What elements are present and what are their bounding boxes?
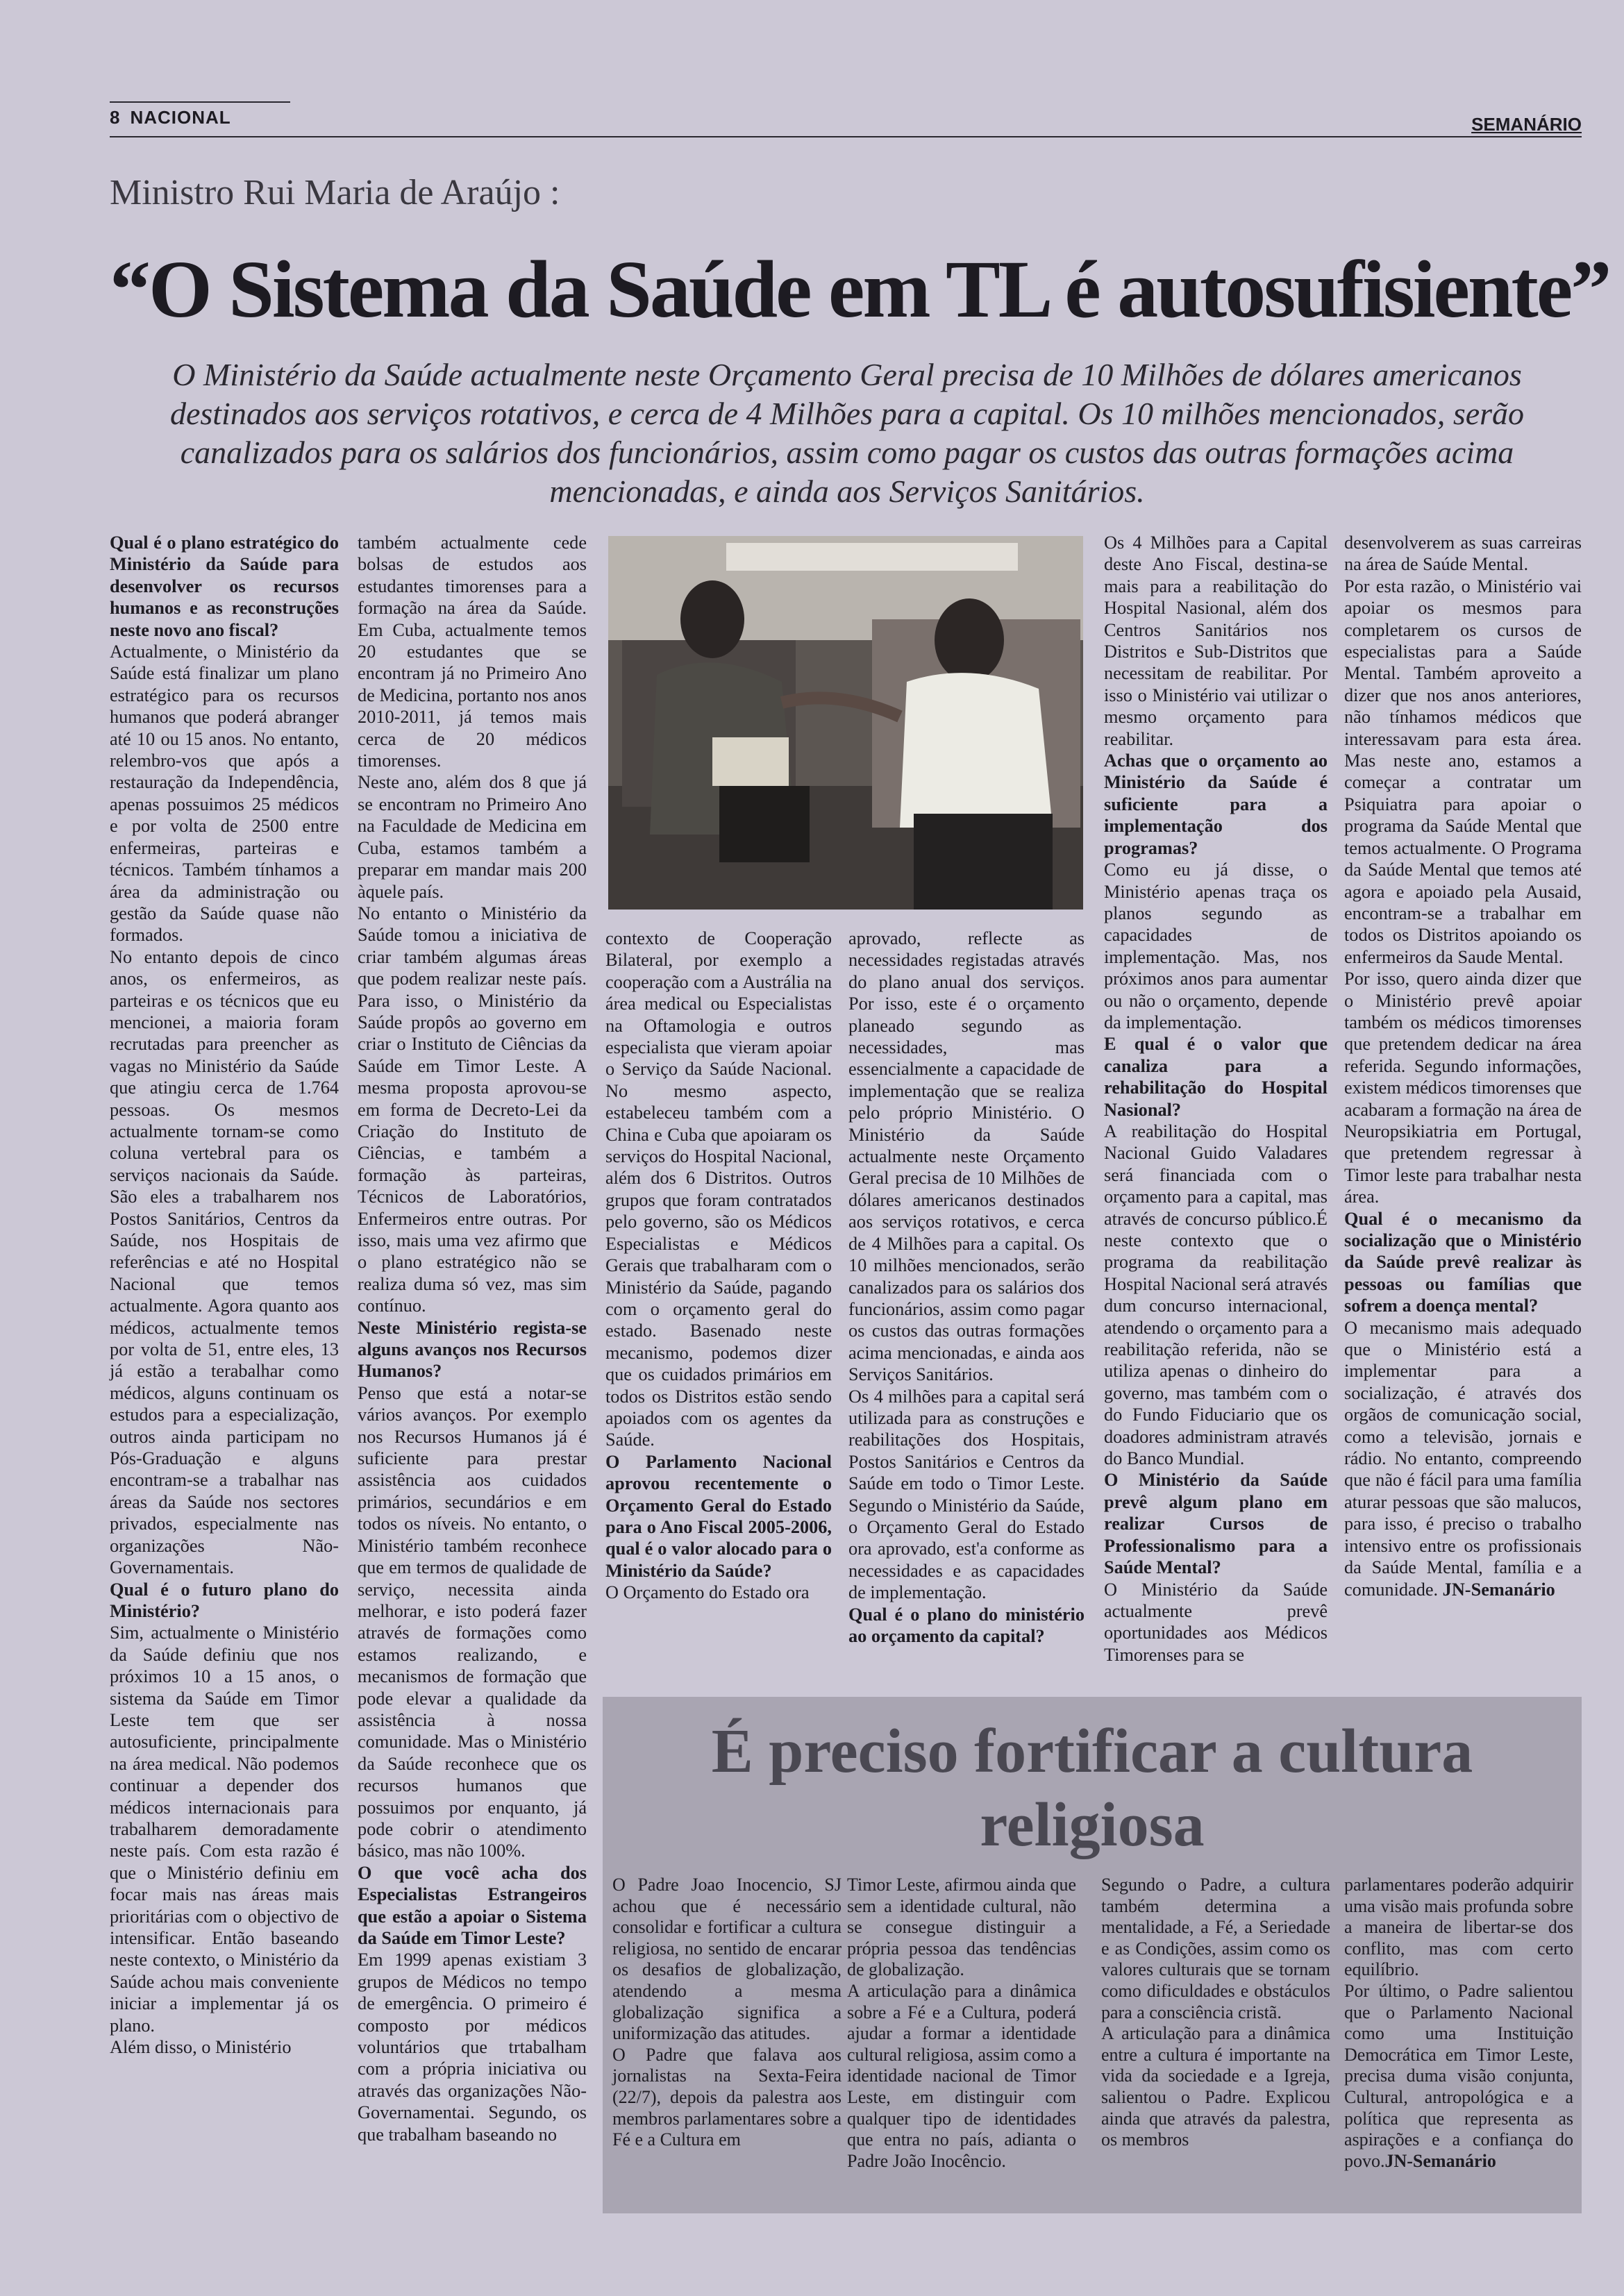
header-rule [110, 101, 290, 103]
paragraph: Penso que está a notar-se vários avanços. Por exemplo nos Recursos Humanos já é suficiente para prestar assistência aos cuidados primários, secundários e em todos os níveis. No entanto, o Ministério também reconhece que em termos de qualidade de serviço, necessita ainda melhorar, e isto poderá fazer através de formações como estamos realizando, e mecanismos de formação que pode elevar a qualidade da assistência à nossa comunidade. Mas o Ministério da Saúde reconhece que os recursos humanos que possuimos por enquanto, já pode cobrir o atendimento básico, mas não 100%. [358, 1382, 587, 1861]
paragraph: Os 4 milhões para a capital será utilizada para as construções e reabilitações dos Hospitais, Postos Sanitários e Centros da Saúde em todo o Timor Leste. Segundo o Ministério da Saúde, o Orçamento Geral do Estado ora aprovado, est'a conforme as necessidades e as capacidades de implementação. [848, 1386, 1085, 1603]
interview-question: Qual é o plano estratégico do Ministério da Saúde para desenvolver os recursos humanos e as reconstruções neste novo ano fiscal? [110, 533, 339, 640]
secondary-article-title: É preciso fortificar a cultura religiosa [711, 1717, 1473, 1859]
section-name: NACIONAL [130, 107, 231, 128]
paragraph: Timor Leste, afirmou ainda que sem a identidade cultural, não se consegue distinguir a própria pessoa das tendências de globalização. [847, 1875, 1076, 1980]
paragraph: Neste ano, além dos 8 que já se encontram no Primeiro Ano na Faculdade de Medicina em Cuba, estamos também a preparar em mandar mais 200 àquele país. [358, 772, 587, 902]
paragraph: parlamentares poderão adquirir uma visão mais profunda sobre a maneira de libertar-se dos conflito, mas com certo equilíbrio. [1344, 1875, 1573, 1980]
paragraph: Em 1999 apenas existiam 3 grupos de Médicos no tempo de emergência. O primeiro é composto por médicos voluntários que trtabalham com a própria iniciativa ou através das organizações Não-Governamentai. Segundo, os que trabalham baseando no [358, 1950, 587, 2145]
paragraph: A reabilitação do Hospital Nacional Guido Valadares será financiada com o orçamento para a capital, mas através de concurso público.É neste contexto que o programa da reabilitação Hospital Nacional será através dum concurso internacional, atendendo o orçamento para a reabilitação referida, não se utiliza apenas o dinheiro do governo, mas também com o do Fundo Fiduciario que os doadores administram através do Banco Mundial. [1104, 1121, 1328, 1469]
paragraph-text: Por último, o Padre salientou que o Parlamento Nacional como uma Instituição Democrática em Timor Leste, precisa duma visão conjunta, Cultural, antropológica e a política que representa as aspirações e a confiança do povo. [1344, 1980, 1573, 2171]
box-column-3 [1101, 1875, 1330, 2151]
box-column-4 [1344, 1875, 1573, 2172]
paragraph: No entanto depois de cinco anos, os enfermeiros, as parteiras e os técnicos que eu mencionei, a maioria foram recrutadas para preencher as vagas no Ministério da Saúde que atingiu cerca de 1.764 pessoas. Os mesmos actualmente tornam-se como coluna vertebral para os serviços nacionais da Saúde. São eles a trabalharem nos Postos Sanitários, Centros da Saúde, nos Hospitais de referências e até no Hospital Nacional que temos actualmente. Agora quanto aos médicos, actualmente temos por volta de 51, entre eles, 13 já estão a terabalhar como médicos, alguns continuam os estudos para a especialização, outros ainda participam no Pós-Graduação e alguns encontram-se a trabalhar nas áreas da Saúde nos sectores privados, especialmente nas organizações Não-Governamentais. [110, 946, 339, 1578]
article-signature: JN-Semanário [1442, 1579, 1555, 1600]
interview-question: O Ministério da Saúde prevê algum plano em realizar Cursos de Professionalismo para a Saúde Mental? [1104, 1470, 1328, 1578]
paragraph: Os 4 Milhões para a Capital deste Ano Fiscal, destina-se mais para a reabilitação do Hospital Nasional, além dos Centros Sanitários nos Distritos e Sub-Distritos que necessitam de reabilitar. Por isso o Ministério vai utilizar o mesmo orçamento para reabilitar. [1104, 533, 1328, 749]
paragraph: A articulação para a dinâmica entre a cultura é importante na vida da sociedade e a Igreja, salientou o Padre. Explicou ainda que através da palestra, os membros [1101, 2023, 1330, 2150]
article-kicker: Ministro Rui Maria de Araújo : [110, 173, 560, 212]
paragraph: contexto de Cooperação Bilateral, por exemplo a cooperação com a Austrália na área medical ou Especialistas na Oftamologia e outros especialista que vieram apoiar o Serviço da Saúde Nacional. No mesmo aspecto, estabeleceu também com a China e Cuba que apoiaram os serviços do Hospital Nacional, além dos 6 Distritos. Outros grupos que foram contratados pelo governo, são os Médicos Especialistas e Médicos Gerais que trabalharam com o Ministério da Saúde, pagando com o orçamento geral do estado. Basenado neste mecanismo, podemos dizer que os cuidados primários em todos os Distritos estão sendo apoiados com os agentes da Saúde. [605, 928, 832, 1450]
box-column-1 [612, 1875, 842, 2151]
article-column-1 [110, 532, 339, 2058]
paragraph [1344, 1981, 1573, 2172]
secondary-article-box [603, 1697, 1582, 2213]
paragraph: Por isso, quero ainda dizer que o Ministério prevê apoiar também os médicos timorenses que pretendem dedicar na área referida. Segundo informações, existem médicos timorenses que acabaram a formação na área de Neuropsikiatria em Portugal, que pretendem regressar à Timor leste para trabalhar nesta área. [1344, 969, 1582, 1207]
article-column-4 [848, 928, 1085, 1647]
paragraph [1344, 1317, 1582, 1600]
interview-question: Qual é o mecanismo da socialização que o Ministério da Saúde prevê realizar às pessoas ou famílias que sofrem a doença mental? [1344, 1208, 1582, 1316]
article-column-3 [605, 928, 832, 1604]
page-number: 8 [110, 107, 121, 128]
article-lead: O Ministério da Saúde actualmente neste Orçamento Geral precisa de 10 Milhões de dólares americanos destinados aos serviços rotativos, e cerca de 4 Milhões para a capital. Os 10 milhões mencionados, serão canalizados para os salários dos funcionários, assim como pagar os custos das outras formações acima mencionadas, e ainda aos Serviços Sanitários. [169, 357, 1525, 509]
interview-question: O que você acha dos Especialistas Estrangeiros que estão a apoiar o Sistema da Saúde em Timor Leste? [358, 1862, 587, 1948]
box-column-2 [847, 1875, 1076, 2172]
page-section-label [110, 107, 231, 128]
publication-name: SEMANÁRIO [1471, 114, 1582, 135]
paragraph: Actualmente, o Ministério da Saúde está finalizar um plano estratégico para os recursos humanos que poderá abranger até 10 ou 15 anos. No entanto, relembro-vos que após a restauração da Independência, apenas possuimos 25 médicos e por volta de 2500 entre enfermeiras, parteiras e técnicos. Também tínhamos a área da administração ou gestão da Saúde quase não formados. [110, 642, 339, 946]
page-header [110, 101, 1582, 137]
paragraph: aprovado, reflecte as necessidades registadas através do plano anual dos serviços. Por isso, este é o orçamento planeado segundo as necessidades, mas essencialmente a capacidade de implementação que se realiza pelo próprio Ministério. O Ministério da Saúde actualmente neste Orçamento Geral precisa de 10 Milhões de dólares americanos destinados aos serviços rotativos, e cerca de 4 Milhões para a capital. Os 10 milhões mencionados, serão canalizados para os salários dos funcionários, assim como pagar os custos das outras formações acima mencionadas, e ainda aos Serviços Sanitários. [848, 928, 1085, 1385]
paragraph: Sim, actualmente o Ministério da Saúde definiu que nos próximos 10 a 15 anos, o sistema da Saúde em Timor Leste tem que ser autosuficiente, principalmente na área medical. Não podemos continuar a depender dos médicos internacionais para trabalharem demoradamente neste país. Com esta razão é que o Ministério definiu em focar mais nas áreas mais prioritárias com o objectivo de intensificar. Então baseando neste contexto, o Ministério da Saúde achou mais conveniente iniciar a implementar já os plano. [110, 1623, 339, 2036]
paragraph: Como eu já disse, o Ministério apenas traça os planos segundo as capacidades de implementação. Mas, nos próximos anos para aumentar ou não o orçamento, depende da implementação. [1104, 860, 1328, 1032]
paragraph: Segundo o Padre, a cultura também determina a mentalidade, a Fé, a Seriedade e as Condições, assim como os valores culturais que se tornam como dificuldades e obstáculos para a consciência cristã. [1101, 1875, 1330, 2022]
interview-question: Qual é o futuro plano do Ministério? [110, 1579, 339, 1621]
paragraph: também actualmente cede bolsas de estudos aos estudantes timorenses para a formação na área da Saúde. Em Cuba, actualmente temos 20 estudantes que se encontram já no Primeiro Ano de Medicina, portanto nos anos 2010-2011, já temos mais cerca de 20 médicos timorenses. [358, 533, 587, 771]
box-signature: JN-Semanário [1384, 2150, 1496, 2171]
paragraph: Além disso, o Ministério [110, 2037, 292, 2058]
interview-question: O Parlamento Nacional aprovou recentemente o Orçamento Geral do Estado para o Ano Fiscal 2005-2006, qual é o valor alocado para o Ministério da Saúde? [605, 1451, 832, 1581]
interview-question: E qual é o valor que canaliza para a rehabilitação do Hospital Nasional? [1104, 1034, 1328, 1120]
article-headline: “O Sistema da Saúde em TL é autosufisiente” [110, 244, 1610, 335]
paragraph: O Ministério da Saúde actualmente prevê oportunidades aos Médicos Timorenses para se [1104, 1579, 1328, 1665]
interview-question: Neste Ministério regista-se alguns avanços nos Recursos Humanos? [358, 1317, 587, 1382]
article-column-6 [1344, 532, 1582, 1600]
paragraph: O Padre Joao Inocencio, SJ achou que é necessário consolidar e fortificar a cultura religiosa, no sentido de encarar os desafios de globalização, atendendo a mesma globalização significa a uniformização das atitudes. [612, 1875, 842, 2044]
paragraph: No entanto o Ministério da Saúde tomou a iniciativa de criar também algumas áreas que podem realizar neste país. Para isso, o Ministério da Saúde propôs ao governo em criar o Instituto de Ciências da Saúde em Timor Leste. A mesma proposta aprovou-se em forma de Decreto-Lei da Criação do Instituto de Ciências, e também a formação às parteiras, Técnicos de Laboratórios, Enfermeiros entre outras. Por isso, mais uma vez afirmo que o plano estratégico não se realiza duma só vez, mas sim contínuo. [358, 903, 587, 1316]
paragraph: O Padre que falava aos jornalistas na Sexta-Feira (22/7), depois da palestra aos membros parlamentares sobre a Fé e a Cultura em [612, 2044, 842, 2150]
paragraph: desenvolverem as suas carreiras na área de Saúde Mental. [1344, 533, 1582, 575]
paragraph: A articulação para a dinâmica sobre a Fé e a Cultura, poderá ajudar a formar a identidade cultural religiosa, assim como a identidade nacional de Timor Leste, em distinguir com qualquer tipo de identidades que entra no país, adianta o Padre João Inocêncio. [847, 1980, 1076, 2171]
paragraph: Por esta razão, o Ministério vai apoiar os mesmos para completarem os cursos de especialistas para a Saúde Mental. Também aproveito a dizer que nos anos anteriores, não tínhamos médicos que interessavam para esta área. Mas neste ano, estamos a começar a contratar um Psiquiatra para apoiar o programa da Saúde Mental que temos actualmente. O Programa da Saúde Mental que temos até agora e apoiado pela Ausaid, encontram-se a trabalhar em todos os Distritos apoiando os enfermeiros da Saude Mental. [1344, 576, 1582, 967]
article-column-5 [1104, 532, 1328, 1666]
photo-image [608, 536, 1083, 910]
paragraph-text: O mecanismo mais adequado que o Ministério está a implementar para a socialização, é através dos orgãos de comunicação social, como a televisão, jornais e rádio. No entanto, compreendo que não é fácil para uma família aturar pessoas que são malucos, para isso, é preciso o trabalho intensivo entre os profissionais da Saúde Mental, família e a comunidade. [1344, 1317, 1582, 1600]
interview-question: Achas que o orçamento ao Ministério da Saúde é suficiente para a implementação dos programas? [1104, 751, 1328, 858]
article-column-2 [358, 532, 587, 2145]
interview-photo [608, 536, 1083, 910]
paragraph: O Orçamento do Estado ora [605, 1582, 810, 1603]
interview-question: Qual é o plano do ministério ao orçamento da capital? [848, 1604, 1085, 1646]
